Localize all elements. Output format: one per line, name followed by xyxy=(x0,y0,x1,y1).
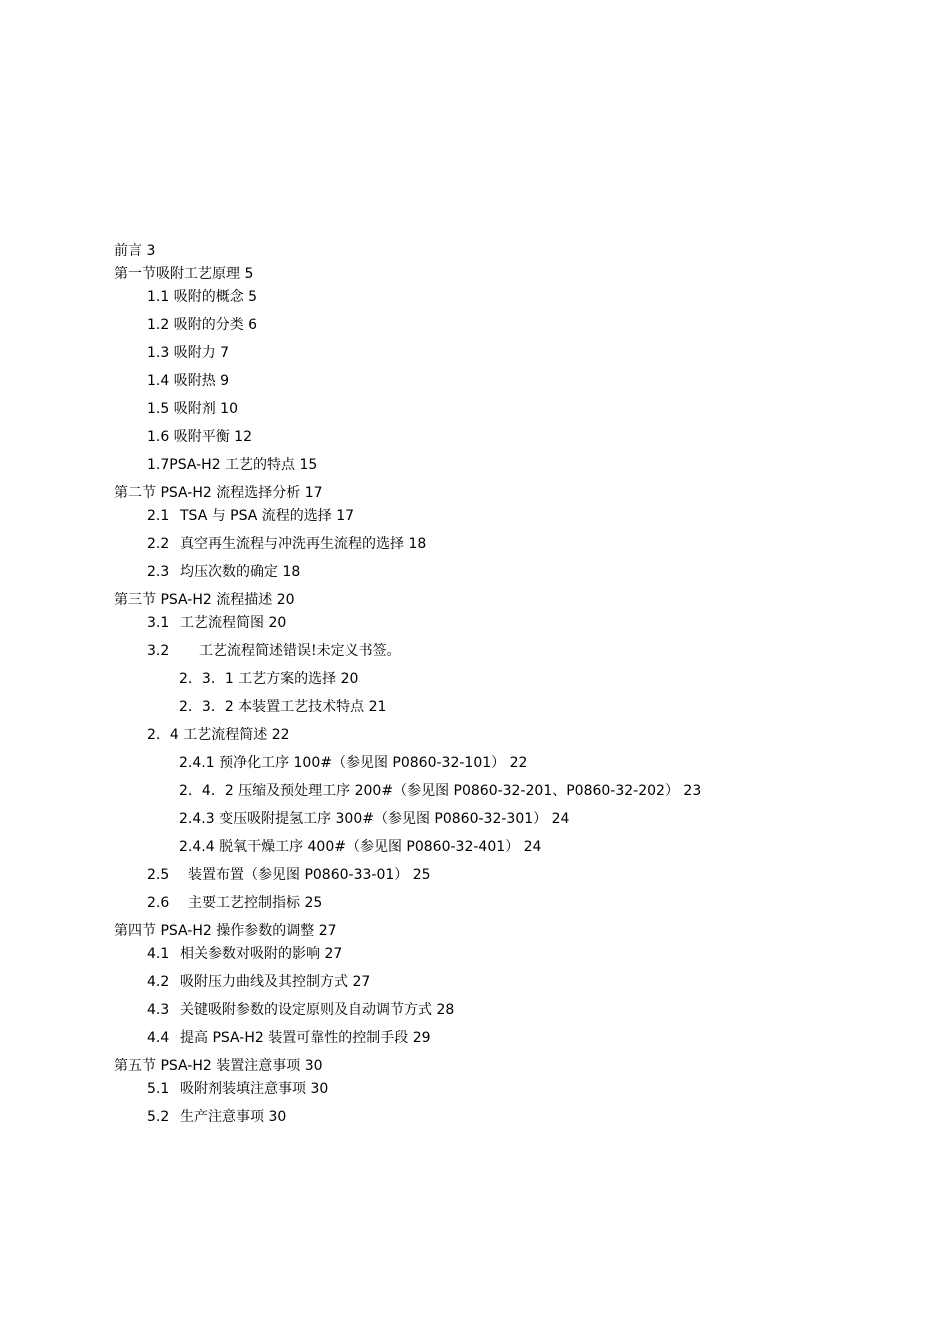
toc-page-number: 23 xyxy=(683,783,702,799)
toc-entry-5-2[interactable] xyxy=(147,1108,286,1126)
toc-label: 2.4.4 脱氧干燥工序 400#（参见图 P0860-32-401） xyxy=(179,839,520,855)
toc-label: 生产注意事项 xyxy=(180,1109,264,1125)
toc-label: 第三节 PSA-H2 流程描述 xyxy=(114,592,273,608)
toc-page-number: 9 xyxy=(220,373,230,389)
toc-page-number: 18 xyxy=(282,564,301,580)
toc-entry-4-3[interactable] xyxy=(147,1001,454,1019)
toc-entry-2-4-2[interactable] xyxy=(179,782,701,800)
toc-entry-2-4[interactable] xyxy=(147,726,290,744)
toc-entry-5-1[interactable] xyxy=(147,1080,328,1098)
toc-page-number: 30 xyxy=(310,1081,329,1097)
toc-page-number: 22 xyxy=(271,727,290,743)
toc-number: 3.1 xyxy=(147,615,170,631)
toc-page-number: 27 xyxy=(352,974,371,990)
toc-label: 工艺流程简图 xyxy=(180,615,264,631)
toc-page-number: 15 xyxy=(299,457,318,473)
toc-entry-2-3-1[interactable] xyxy=(179,670,358,688)
toc-entry-2-1[interactable] xyxy=(147,507,354,525)
toc-number: 4.4 xyxy=(147,1030,170,1046)
toc-number: 4.1 xyxy=(147,946,170,962)
toc-label: 前言 xyxy=(114,243,142,259)
toc-page-number: 24 xyxy=(551,811,570,827)
toc-entry-1-1[interactable] xyxy=(147,288,257,306)
toc-label: 关键吸附参数的设定原则及自动调节方式 xyxy=(180,1002,432,1018)
toc-entry-section-1[interactable] xyxy=(114,265,253,283)
toc-number: 4.2 xyxy=(147,974,170,990)
toc-label: 工艺流程简述 xyxy=(199,643,283,659)
toc-label: 1.1 吸附的概念 xyxy=(147,289,244,305)
toc-number: 5.2 xyxy=(147,1109,170,1125)
toc-label: 主要工艺控制指标 xyxy=(188,895,300,911)
toc-number: 2.3 xyxy=(147,564,170,580)
toc-number: 2.5 xyxy=(147,867,170,883)
toc-page-number: 30 xyxy=(268,1109,287,1125)
toc-entry-preface[interactable] xyxy=(114,242,155,260)
toc-entry-4-4[interactable] xyxy=(147,1029,431,1047)
toc-page-number: 18 xyxy=(408,536,427,552)
toc-entry-section-3[interactable] xyxy=(114,591,295,609)
toc-page-number: 24 xyxy=(523,839,542,855)
toc-label: 第四节 PSA-H2 操作参数的调整 xyxy=(114,923,315,939)
toc-page-number: 27 xyxy=(318,923,337,939)
toc-label: 2.4.1 预净化工序 100#（参见图 P0860-32-101） xyxy=(179,755,506,771)
toc-page-number: 10 xyxy=(220,401,238,417)
toc-entry-4-1[interactable] xyxy=(147,945,342,963)
toc-page-number: 6 xyxy=(248,317,258,333)
toc-page-number: 17 xyxy=(336,508,355,524)
toc-page-number: 30 xyxy=(304,1058,323,1074)
toc-label: 提高 PSA-H2 装置可靠性的控制手段 xyxy=(180,1030,409,1046)
toc-label: 第一节吸附工艺原理 xyxy=(114,266,240,282)
toc-entry-3-1[interactable] xyxy=(147,614,286,632)
toc-label: 2．4 工艺流程简述 xyxy=(147,727,268,743)
toc-label: 2．3．1 工艺方案的选择 xyxy=(179,671,337,687)
toc-entry-4-2[interactable] xyxy=(147,973,370,991)
toc-number: 2.1 xyxy=(147,508,170,524)
toc-label: 2.4.3 变压吸附提氢工序 300#（参见图 P0860-32-301） xyxy=(179,811,548,827)
toc-label: 2．4．2 压缩及预处理工序 200#（参见图 P0860-32-201、P0860-32-202） xyxy=(179,783,679,799)
toc-entry-2-5[interactable] xyxy=(147,866,431,884)
toc-page-number: 20 xyxy=(276,592,295,608)
toc-label: TSA 与 PSA 流程的选择 xyxy=(180,508,332,524)
toc-entry-1-4[interactable] xyxy=(147,372,229,390)
toc-number: 2.6 xyxy=(147,895,170,911)
toc-bookmark-error: 错误!未定义书签。 xyxy=(283,643,401,659)
toc-entry-2-4-4[interactable] xyxy=(179,838,541,856)
toc-page-number: 29 xyxy=(412,1030,431,1046)
toc-entry-2-3-2[interactable] xyxy=(179,698,386,716)
toc-page-number: 17 xyxy=(304,485,323,501)
toc-label: 吸附剂装填注意事项 xyxy=(180,1081,306,1097)
toc-page-number: 25 xyxy=(412,867,431,883)
toc-label: 相关参数对吸附的影响 xyxy=(180,946,320,962)
toc-number: 4.3 xyxy=(147,1002,170,1018)
toc-page-number: 28 xyxy=(436,1002,455,1018)
toc-entry-1-5[interactable] xyxy=(147,400,238,418)
toc-label: 1.6 吸附平衡 xyxy=(147,429,230,445)
toc-page-number: 27 xyxy=(324,946,343,962)
toc-number: 3.2 xyxy=(147,643,170,659)
toc-entry-1-2[interactable] xyxy=(147,316,257,334)
toc-number: 2.2 xyxy=(147,536,170,552)
toc-entry-section-5[interactable] xyxy=(114,1057,323,1075)
toc-number: 5.1 xyxy=(147,1081,170,1097)
toc-label: 吸附压力曲线及其控制方式 xyxy=(180,974,348,990)
toc-label: 1.3 吸附力 xyxy=(147,345,216,361)
toc-label: 1.5 吸附剂 xyxy=(147,401,216,417)
toc-page-number: 21 xyxy=(368,699,387,715)
toc-page-number: 7 xyxy=(220,345,230,361)
toc-entry-2-4-3[interactable] xyxy=(179,810,569,828)
toc-label: 1.7PSA-H2 工艺的特点 xyxy=(147,457,296,473)
toc-label: 2．3．2 本装置工艺技术特点 xyxy=(179,699,365,715)
toc-label: 第五节 PSA-H2 装置注意事项 xyxy=(114,1058,301,1074)
toc-page-number: 22 xyxy=(509,755,528,771)
toc-entry-2-6[interactable] xyxy=(147,894,322,912)
toc-entry-1-6[interactable] xyxy=(147,428,252,446)
toc-page-number: 3 xyxy=(146,243,156,259)
toc-entry-1-7[interactable] xyxy=(147,456,317,474)
toc-page-number: 12 xyxy=(234,429,252,445)
toc-page-number: 20 xyxy=(268,615,287,631)
toc-label: 装置布置（参见图 P0860-33-01） xyxy=(188,867,409,883)
toc-entry-2-2[interactable] xyxy=(147,535,426,553)
toc-entry-2-4-1[interactable] xyxy=(179,754,527,772)
toc-page-number: 25 xyxy=(304,895,323,911)
toc-entry-3-2[interactable] xyxy=(147,642,401,660)
toc-label: 真空再生流程与冲洗再生流程的选择 xyxy=(180,536,404,552)
toc-page-number: 5 xyxy=(244,266,254,282)
toc-entry-1-3[interactable] xyxy=(147,344,229,362)
toc-label: 1.2 吸附的分类 xyxy=(147,317,244,333)
toc-page-number: 20 xyxy=(340,671,359,687)
toc-label: 均压次数的确定 xyxy=(180,564,278,580)
toc-entry-section-2[interactable] xyxy=(114,484,323,502)
toc-label: 第二节 PSA-H2 流程选择分析 xyxy=(114,485,301,501)
toc-label: 1.4 吸附热 xyxy=(147,373,216,389)
toc-entry-2-3[interactable] xyxy=(147,563,300,581)
toc-entry-section-4[interactable] xyxy=(114,922,337,940)
toc-page-number: 5 xyxy=(248,289,258,305)
